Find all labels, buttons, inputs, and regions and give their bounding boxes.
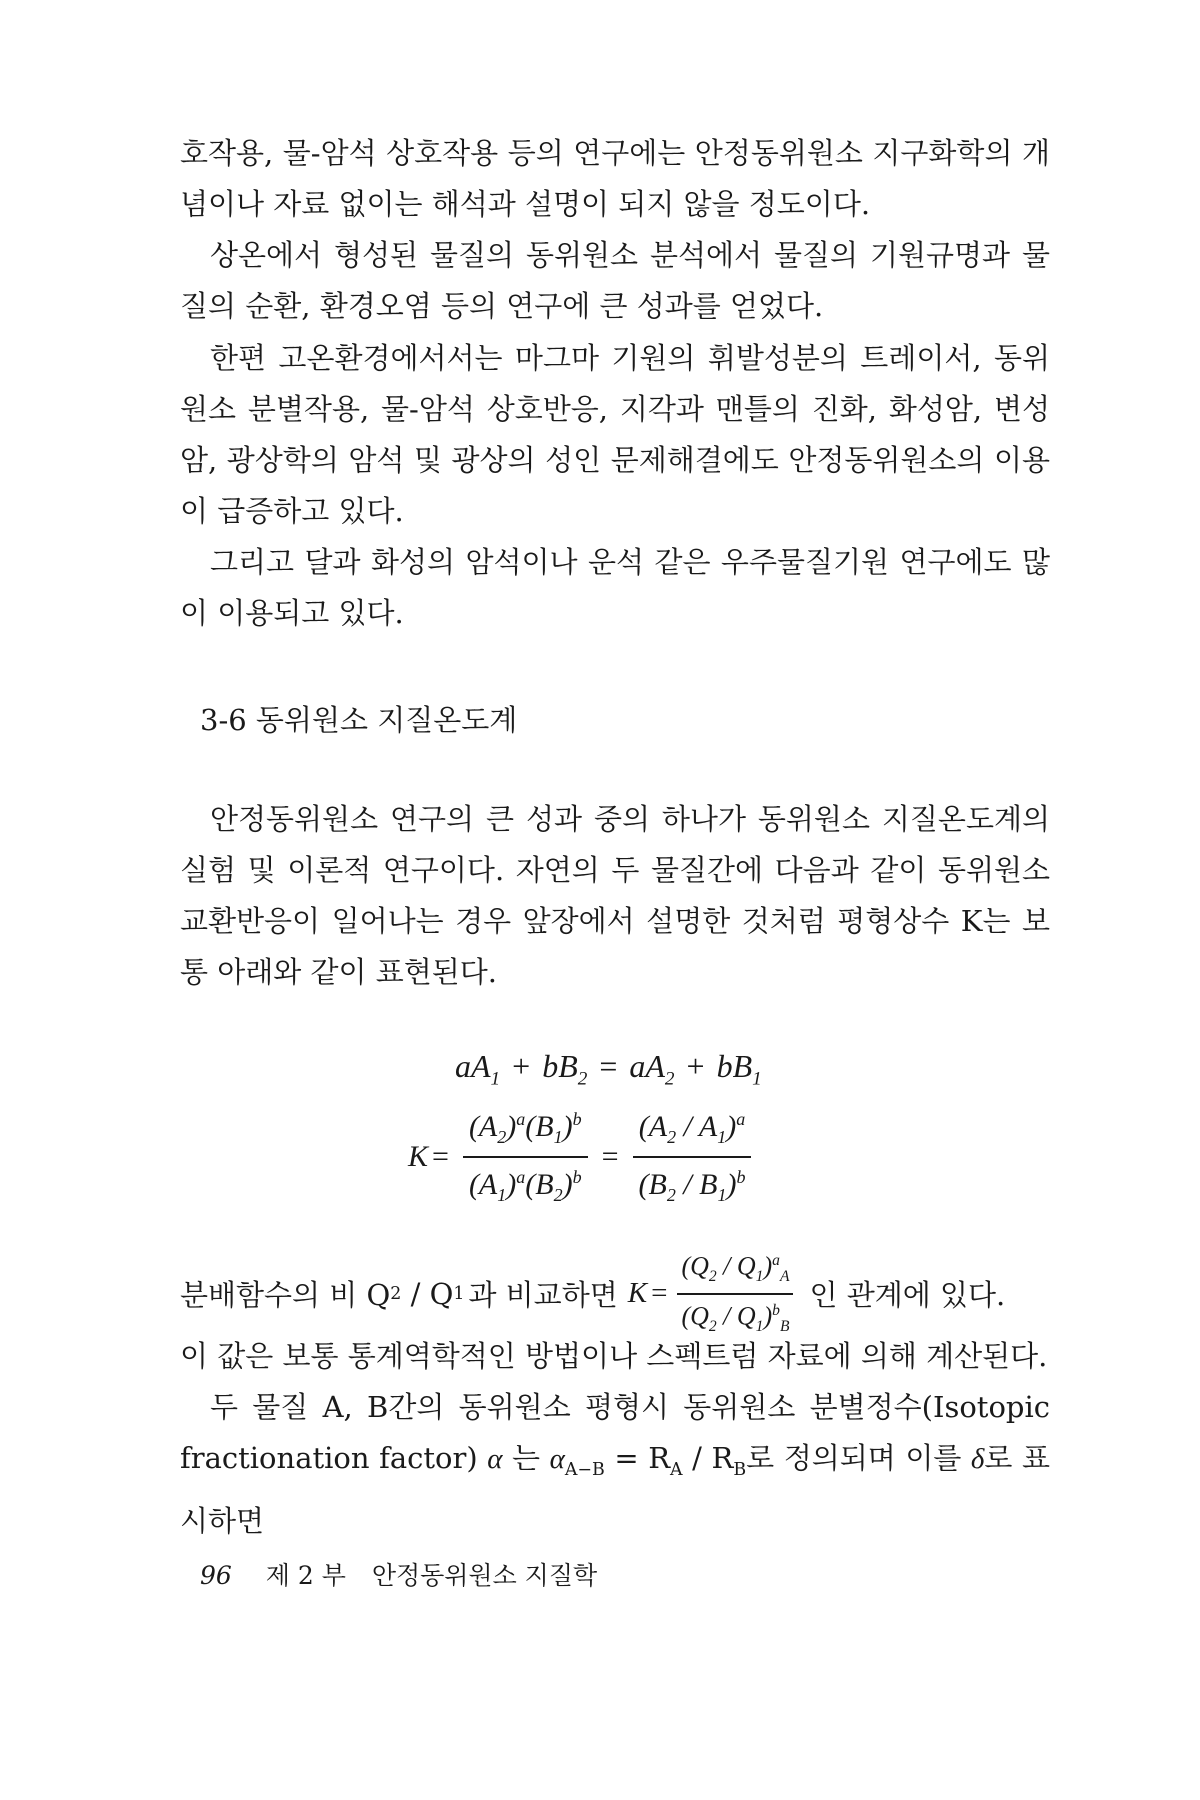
- fractionation-text-a: 두 물질 A, B간의 동위원소 평형시 동위원소 분별정수(Isotopic fractionation factor): [180, 1390, 1050, 1475]
- fraction-2: $\frac{(A_2 / A_1)^a}{(B_2 / B_1)^b}$: [633, 1100, 752, 1214]
- page-number: 96: [200, 1561, 232, 1590]
- paragraph-cosmic: 그리고 달과 화성의 암석이나 운석 같은 우주물질기원 연구에도 많이 이용되고 있다.: [180, 545, 1050, 630]
- paragraph-thermometer: 안정동위원소 연구의 큰 성과 중의 하나가 동위원소 지질온도계의 실험 및 이론적 연구이다. 자연의 두 물질간에 다음과 같이 동위원소 교환반응이 일어나는 경우 앞장에서 설명한 것처럼 평형상수 K는 보통 아래와 같이 표현된다.: [180, 802, 1050, 989]
- paragraph-room-temp: 상온에서 형성된 물질의 동위원소 분석에서 물질의 기원규명과 물질의 순환, 환경오염 등의 연구에 큰 성과를 얻었다.: [180, 238, 1050, 323]
- equilibrium-constant-equation: K = $\frac{(A_2)^a(B_1)^b}{(A_1)^a(B_2)^b}$ = $\frac{(A_2 / A_1)^a}{(B_2 / B_1)^b}$: [408, 1100, 762, 1214]
- exchange-equation: $aA_1 + bB_2 = aA_2 + bB_1$: [455, 1048, 762, 1090]
- book-title: 안정동위원소 지질학: [371, 1561, 598, 1590]
- fractionation-text-b: 는: [512, 1441, 550, 1475]
- page-footer: [200, 1556, 597, 1592]
- fraction-1: $\frac{(A_2)^a(B_1)^b}{(A_1)^a(B_2)^b}$: [463, 1100, 588, 1214]
- paragraph-calculation: 이 값은 보통 통계역학적인 방법이나 스펙트럼 자료에 의해 계산된다.: [180, 1339, 1048, 1373]
- paragraph-high-temp: 한편 고온환경에서서는 마그마 기원의 휘발성분의 트레이서, 동위원소 분별작용, 물-암석 상호반응, 지각과 맨틀의 진화, 화성암, 변성암, 광상학의 암석 및 광상의 성인 문제해결에도 안정동위원소의 이용이 급증하고 있다.: [180, 341, 1050, 528]
- partition-ratio-line: 분배함수의 비 Q 2 / Q 1 과 비교하면 K = $\frac{(Q_2 / Q_1)^a_A}{(Q_2 / Q_1)^b_B}$ 인 관계에 있다.: [180, 1245, 1060, 1343]
- fractionation-text-d: 로 표시하면: [180, 1441, 1050, 1538]
- paragraph-intro: 호작용, 물-암석 상호작용 등의 연구에는 안정동위원소 지구화학의 개념이나 자료 없이는 해석과 설명이 되지 않을 정도이다.: [180, 136, 1050, 221]
- section-heading: 3-6 동위원소 지질온도계: [200, 703, 518, 737]
- ratio-prefix: 분배함수의 비 Q: [180, 1278, 391, 1313]
- fractionation-text-c: 로 정의되며 이를: [746, 1441, 971, 1475]
- paragraph-fractionation: 두 물질 A, B간의 동위원소 평형시 동위원소 분별정수(Isotopic fractionation factor) α 는 $\alpha_{A-B} = R_A / R_B$로 정의되며 이를 δ로 표시하면: [180, 1390, 1050, 1538]
- ratio-suffix: 인 관계에 있다.: [809, 1278, 1006, 1313]
- ratio-mid: 과 비교하면: [468, 1278, 618, 1313]
- part-label: 제 2 부: [265, 1561, 346, 1590]
- k-ratio-equation: K = $\frac{(Q_2 / Q_1)^a_A}{(Q_2 / Q_1)^b_B}$: [628, 1245, 800, 1343]
